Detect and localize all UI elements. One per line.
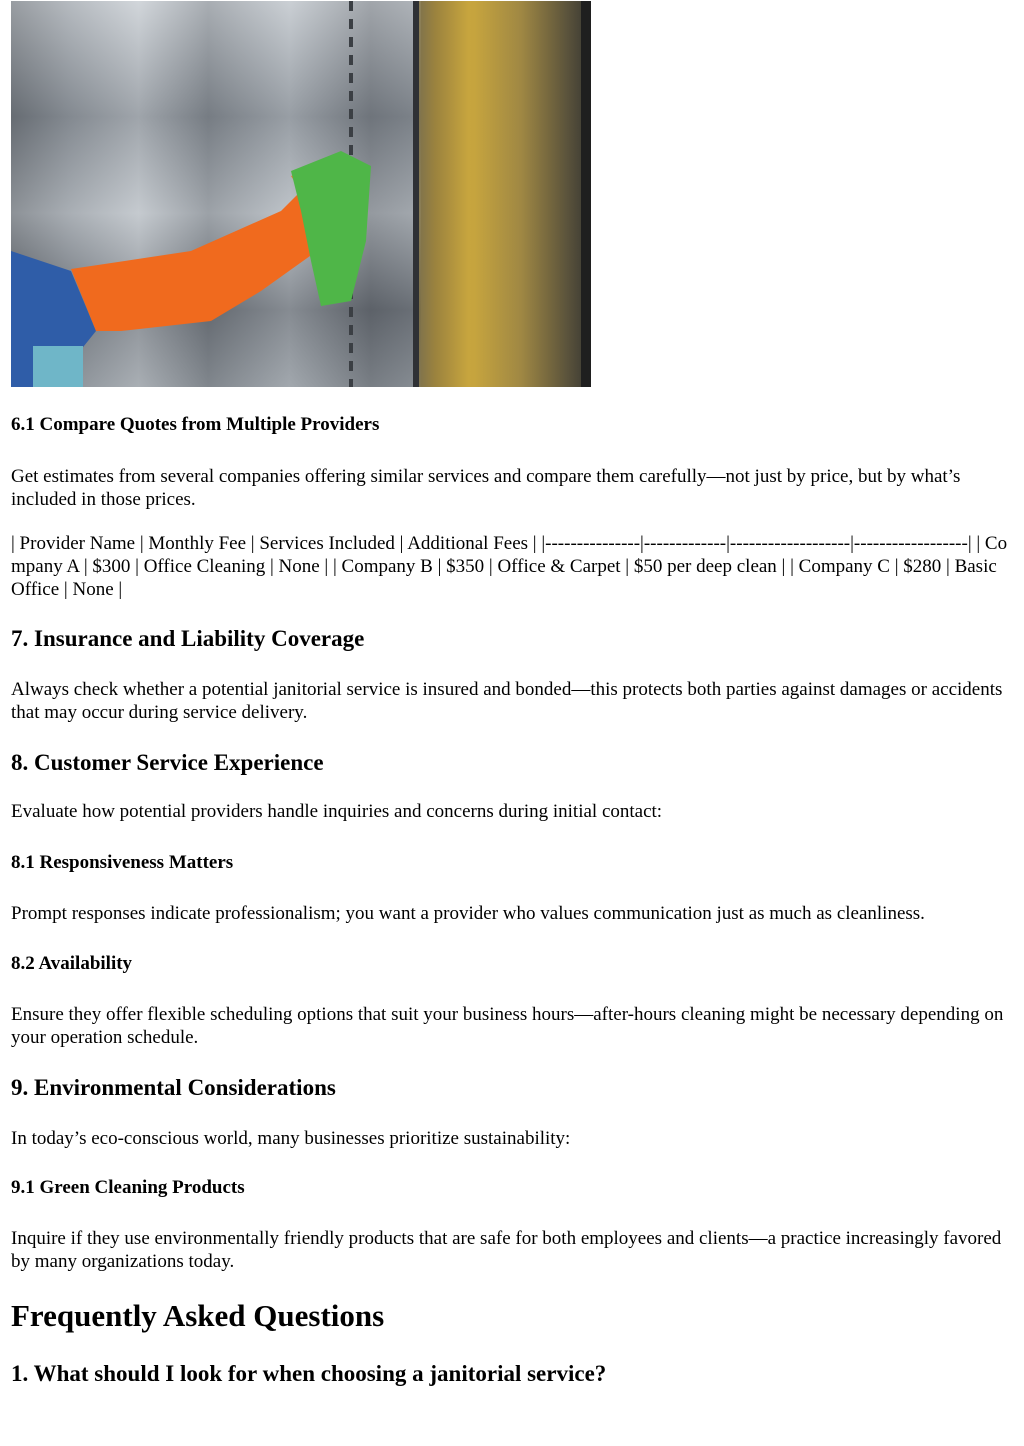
paragraph-insurance-liability: Always check whether a potential janitorial service is insured and bonded—this protects both parties against damages or accidents that may occur during service delivery. xyxy=(11,679,1003,723)
heading-green-cleaning: 9.1 Green Cleaning Products xyxy=(11,1177,245,1198)
heading-faq: Frequently Asked Questions xyxy=(11,1298,385,1333)
photo-illustration xyxy=(11,1,591,387)
heading-compare-quotes: 6.1 Compare Quotes from Multiple Providers xyxy=(11,414,380,435)
heading-insurance-liability: 7. Insurance and Liability Coverage xyxy=(11,626,365,651)
heading-customer-service: 8. Customer Service Experience xyxy=(11,750,324,775)
paragraph-compare-quotes: Get estimates from several companies offering similar services and compare them carefully—not just by price, but by what’s included in those prices. xyxy=(11,466,961,510)
faq-question-1: 1. What should I look for when choosing a janitorial service? xyxy=(11,1361,607,1386)
paragraph-customer-service: Evaluate how potential providers handle inquiries and concerns during initial contact: xyxy=(11,801,663,822)
heading-responsiveness: 8.1 Responsiveness Matters xyxy=(11,852,234,873)
elevator-cleaning-photo xyxy=(11,1,591,387)
heading-environmental: 9. Environmental Considerations xyxy=(11,1075,336,1100)
paragraph-environmental: In today’s eco-conscious world, many businesses prioritize sustainability: xyxy=(11,1128,571,1149)
provider-comparison-table-text: | Provider Name | Monthly Fee | Services Included | Additional Fees | |---------------|-------------|-------------------|------------------| | Company A | $300 | Office Cleaning | None | | Company B | $350 | Office & Carpet | $50 per deep clean | | Company C | $280 | Basic Office | None | xyxy=(11,533,1008,600)
heading-availability: 8.2 Availability xyxy=(11,953,133,974)
paragraph-responsiveness: Prompt responses indicate professionalism; you want a provider who values communication just as much as cleanliness. xyxy=(11,903,925,924)
paragraph-availability: Ensure they offer flexible scheduling options that suit your business hours—after-hours cleaning might be necessary depending on your operation schedule. xyxy=(11,1004,1004,1048)
paragraph-green-cleaning: Inquire if they use environmentally friendly products that are safe for both employees and clients—a practice increasingly favored by many organizations today. xyxy=(11,1228,1002,1272)
